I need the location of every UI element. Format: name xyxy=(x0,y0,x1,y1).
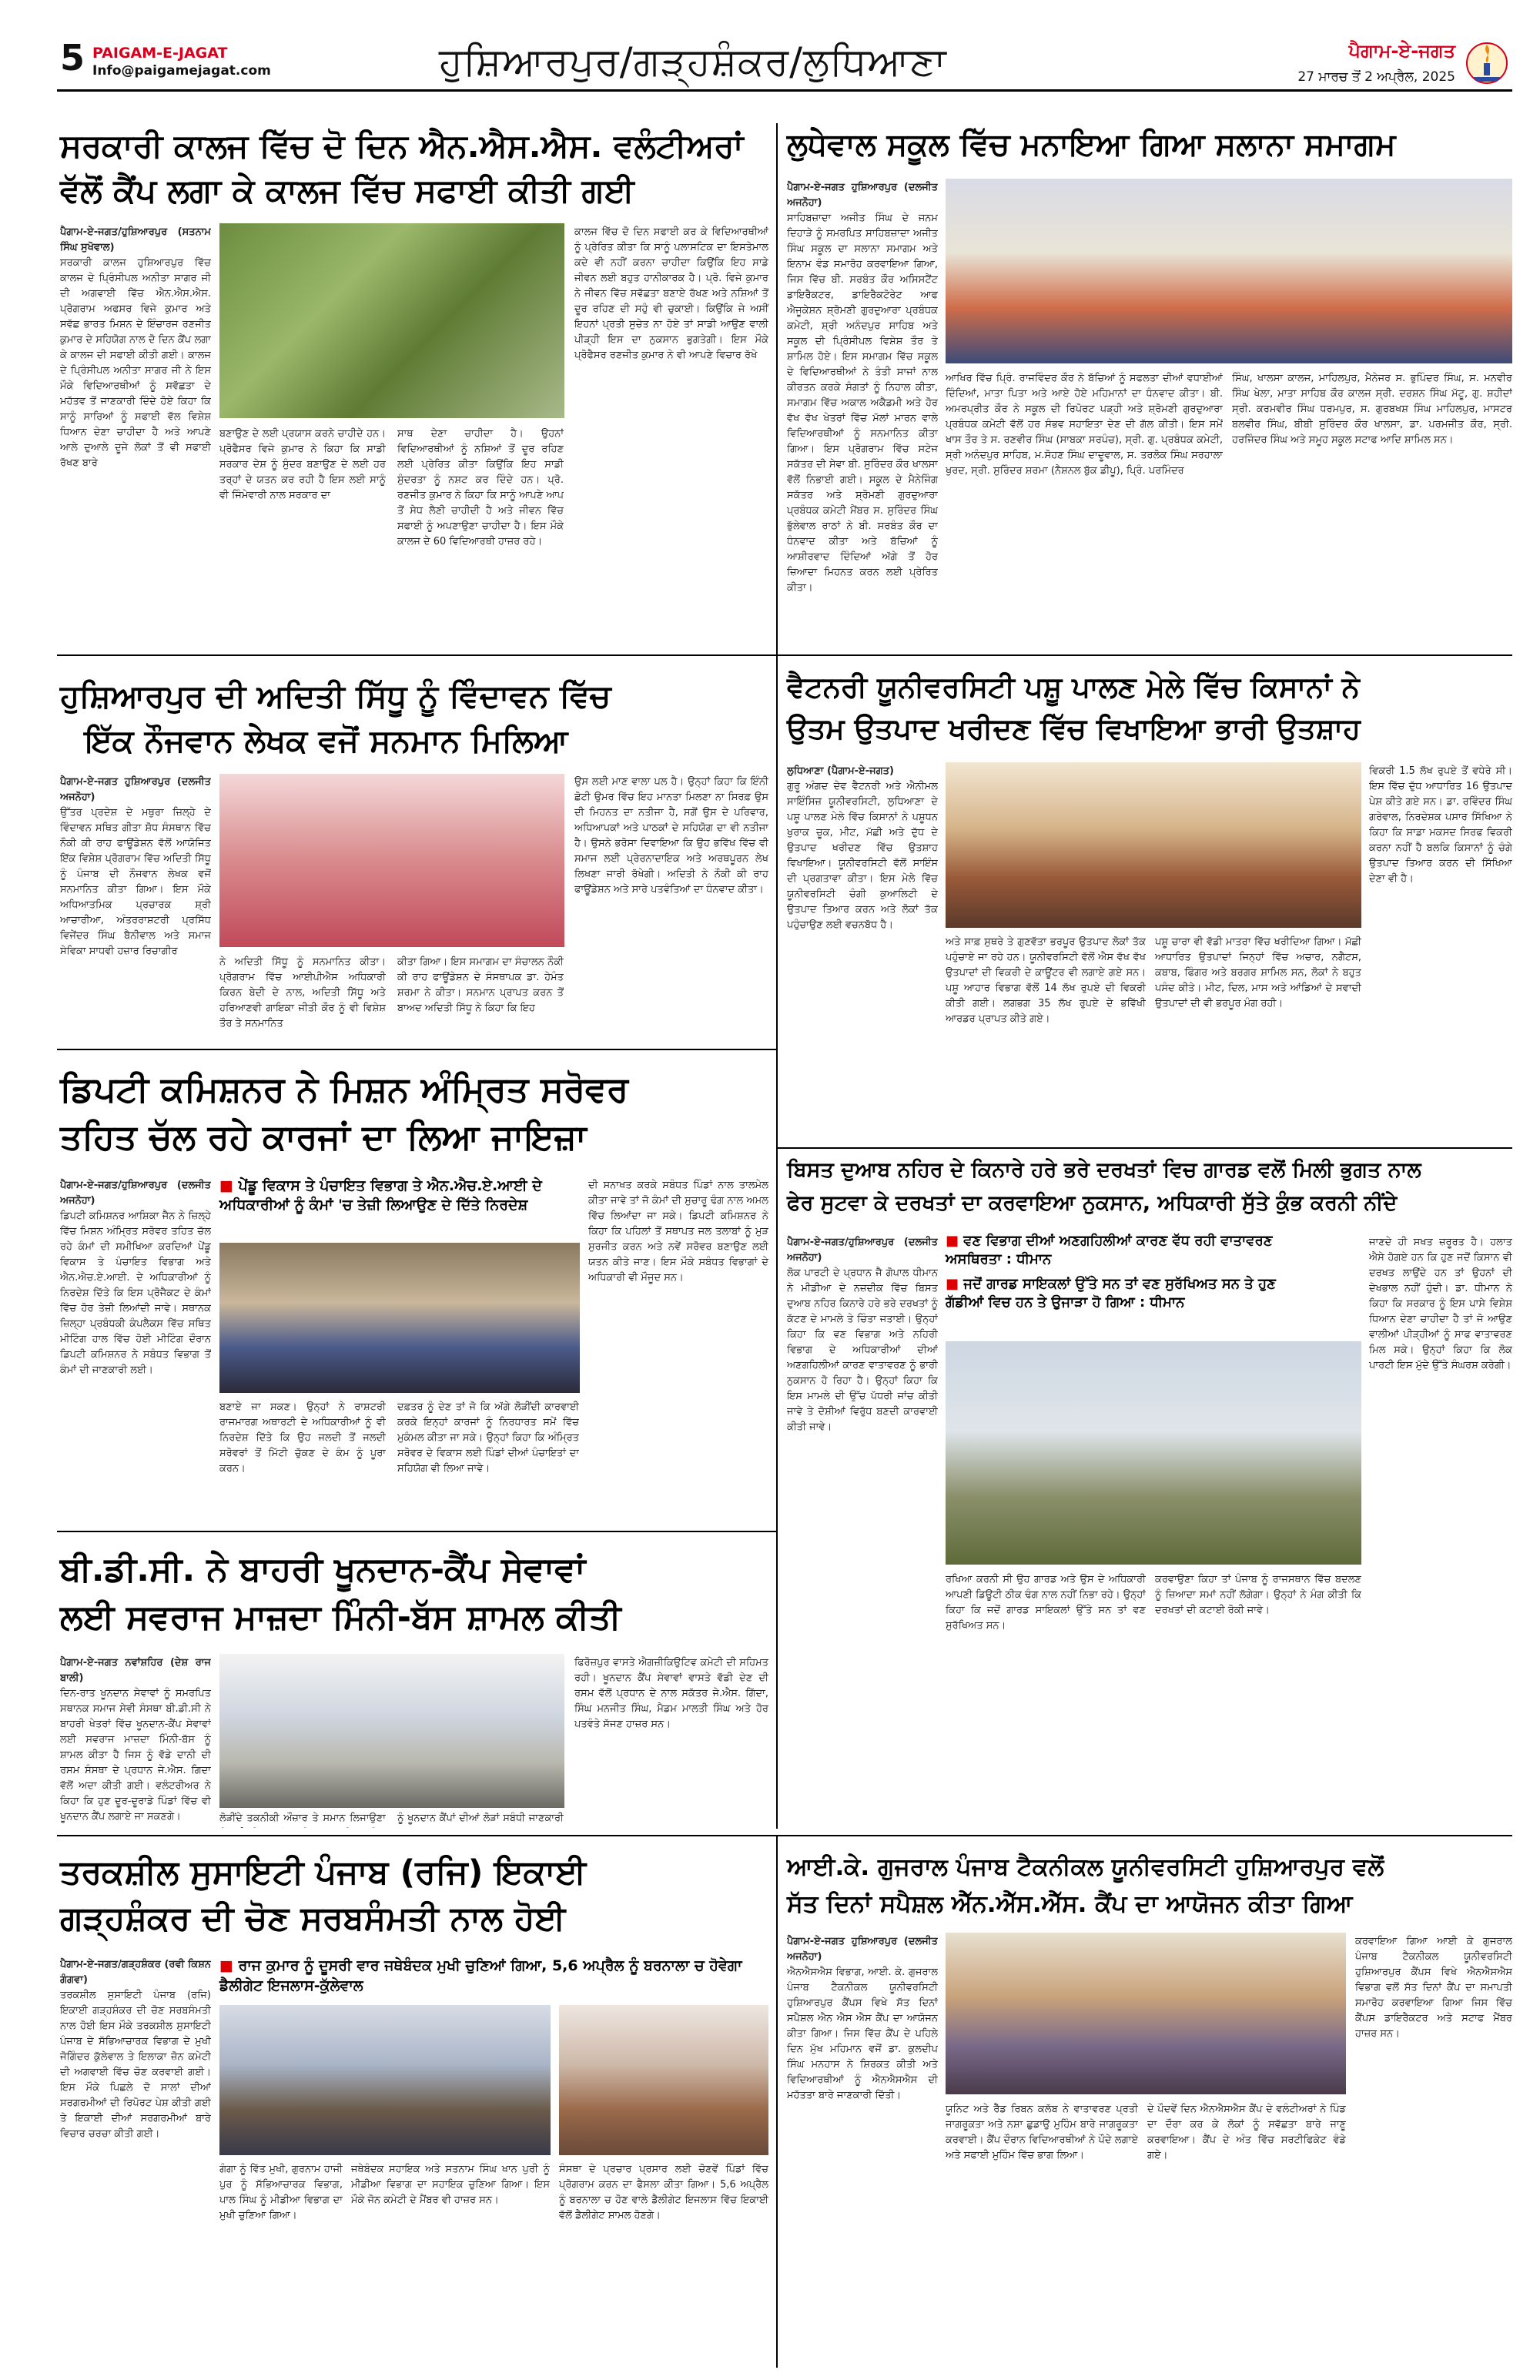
article-column xyxy=(351,2162,550,2365)
article-text: ਕੀਤਾ ਗਿਆ। ਇਸ ਸਮਾਗਮ ਦਾ ਸੰਚਾਲਨ ਨੌਕੀ ਕੀ ਰਾਹ ਫਾਊਂਡੇਸ਼ਨ ਦੇ ਸੰਸਥਾਪਕ ਡਾ. ਹੇਮੰਤ ਸ਼ਰਮਾ ਨੇ ਕੀਤਾ। ਸਨਮਾਨ ਪ੍ਰਾਪਤ ਕਰਨ ਤੋਂ ਬਾਅਦ ਅਦਿਤੀ ਸਿੱਧੂ ਨੇ ਕਿਹਾ ਕਿ ਇਹ xyxy=(397,956,564,1014)
article-photo xyxy=(219,2005,551,2155)
article-headline: ਲੁਧੇਵਾਲ ਸਕੂਲ ਵਿੱਚ ਮਨਾਇਆ ਗਿਆ ਸਲਾਨਾ ਸਮਾਗਮ xyxy=(787,127,1396,162)
article-text: ਕਰਵਾਇਆ ਗਿਆ ਆਈ ਕੇ ਗੁਜਰਾਲ ਪੰਜਾਬ ਟੈਕਨੀਕਲ ਯੂਨੀਵਰਸਿਟੀ ਹੁਸ਼ਿਆਰਪੁਰ ਕੈਂਪਸ ਵਿਖੇ ਐਨਐਸਐਸ ਵਿਭਾਗ ਵਲੋਂ ਸੱਤ ਦਿਨਾਂ ਕੈਂਪ ਦਾ ਸਮਾਪਤੀ ਸਮਾਰੋਹ ਕਰਵਾਇਆ ਗਿਆ ਜਿਸ ਵਿੱਚ ਕੈਂਪਸ ਡਾਇਰੈਕਟਰ ਅਤੇ ਸਟਾਫ ਮੈਂਬਰ ਹਾਜ਼ਰ ਸਨ। xyxy=(1355,1936,1512,2040)
article-column xyxy=(60,1655,211,1829)
article-column xyxy=(397,955,564,1043)
article-column xyxy=(1155,935,1361,1141)
section-divider xyxy=(57,1835,1512,1836)
section-divider xyxy=(57,1049,776,1050)
article-headline: ਆਈ.ਕੇ. ਗੁਜਰਾਲ ਪੰਜਾਬ ਟੈਕਨੀਕਲ ਯੂਨੀਵਰਸਿਟੀ ਹੁਸ਼ਿਆਰਪੁਰ ਵਲੋਂ xyxy=(787,1853,1384,1881)
article-column xyxy=(1369,1235,1512,1828)
section-divider xyxy=(57,1531,776,1532)
article-column xyxy=(219,1811,386,1828)
article-subheadline xyxy=(219,1177,543,1215)
article-text: ਫਿਰੋਜ਼ਪੁਰ ਵਾਸਤੇ ਐਗਜ਼ੀਕਿਉਟਿਵ ਕਮੇਟੀ ਦੀ ਸਹਿਮਤ ਰਹੀ। ਖੂਨਦਾਨ ਕੈਂਪ ਸੇਵਾਵਾਂ ਵਾਸਤੇ ਵੱਡੀ ਦੇਣ ਦੀ ਰਸਮ ਵੱਲੋਂ ਪ੍ਰਧਾਨ ਦੇ ਨਾਲ ਸਕੱਤਰ ਜੇ.ਐਸ. ਗਿੱਦਾ, ਸਿੰਘ ਮਨਜੀਤ ਸਿੰਘ, ਮੈਡਮ ਮਾਲਤੀ ਸਿੰਘ ਅਤੇ ਹੋਰ ਪਤਵੰਤੇ ਸੱਜਣ ਹਾਜ਼ਰ ਸਨ। xyxy=(574,1657,768,1730)
article-headline: ਹੁਸ਼ਿਆਰਪੁਰ ਦੀ ਅਦਿਤੀ ਸਿੱਧੂ ਨੂੰ ਵਿੰਦਾਵਨ ਵਿੱਚ xyxy=(60,678,611,715)
article-text: ਬਣਾਉਣ ਦੇ ਲਈ ਪ੍ਰਯਾਸ ਕਰਨੇ ਚਾਹੀਦੇ ਹਨ। ਪ੍ਰੋਫੈਸਰ ਵਿਜੇ ਕੁਮਾਰ ਨੇ ਕਿਹਾ ਕਿ ਸਾਡੀ ਸਰਕਾਰ ਦੇਸ਼ ਨੂੰ ਸੁੰਦਰ ਬਣਾਉਣ ਦੇ ਲਈ ਹਰ ਤਰ੍ਹਾਂ ਦੇ ਯਤਨ ਕਰ ਰਹੀ ਹੈ ਇਸ ਲਈ ਸਾਨੂੰ ਵੀ ਜਿੰਮੇਵਾਰੀ ਨਾਲ ਸਰਕਾਰ ਦਾ xyxy=(219,428,386,501)
article-column xyxy=(946,1572,1146,1828)
article-column xyxy=(60,225,211,648)
article-column xyxy=(574,775,768,1043)
article-column xyxy=(787,1235,938,1828)
article-column xyxy=(1147,2102,1346,2365)
section-divider xyxy=(778,654,1512,656)
bullet-square-icon: ■ xyxy=(946,1276,964,1292)
subheadline-text: ਜਦੋਂ ਗਾਰਡ ਸਾਇਕਲਾਂ ਉੱਤੇ ਸਨ ਤਾਂ ਵਣ ਸੁਰੱਖਿਅਤ ਸਨ ਤੇ ਹੁਣ ਗੱਡੀਆਂ ਵਿਚ ਹਨ ਤੇ ਉਜਾੜਾ ਹੋ ਗਿਆ : ਧੀਮਾਨ xyxy=(946,1276,1276,1311)
article-text: ਜਾਣਦੇ ਹੀ ਸਖਤ ਜ਼ਰੂਰਤ ਹੈ। ਹਲਾਤ ਐਸੇ ਹੋਗਏ ਹਨ ਕਿ ਹੁਣ ਜਦੋਂ ਕਿਸਾਨ ਵੀ ਦਰਖਤ ਲਾਉਂਦੇ ਹਨ ਤਾਂ ਉਹਨਾਂ ਦੀ ਦੇਖਭਾਲ ਨਹੀਂ ਹੁੰਦੀ। ਡਾ. ਧੀਮਾਨ ਨੇ ਕਿਹਾ ਕਿ ਸਰਕਾਰ ਨੂੰ ਇਸ ਪਾਸੇ ਵਿਸ਼ੇਸ਼ ਧਿਆਨ ਦੇਣਾ ਚਾਹੀਦਾ ਹੈ ਤਾਂ ਜੋ ਆਉਣ ਵਾਲੀਆਂ ਪੀੜ੍ਹੀਆਂ ਨੂੰ ਸਾਫ ਵਾਤਾਵਰਣ ਮਿਲ ਸਕੇ। ਉਨ੍ਹਾਂ ਕਿਹਾ ਕਿ ਲੋਕ ਪਾਰਟੀ ਇਸ ਮੁੱਦੇ ਉੱਤੇ ਸੰਘਰਸ਼ ਕਰੇਗੀ। xyxy=(1369,1237,1512,1371)
article-byline: ਪੈਗਾਮ-ਏ-ਜਗਤ ਹੁਸ਼ਿਆਰਪੁਰ (ਦਲਜੀਤ ਅਜਨੋਹਾ) xyxy=(787,182,938,209)
article-subheadline xyxy=(219,1956,758,1996)
article-photo xyxy=(219,774,564,947)
article-column xyxy=(219,427,386,648)
article-column xyxy=(574,225,768,648)
subheadline-text: ਵਣ ਵਿਭਾਗ ਦੀਆਂ ਅਣਗਹਿਲੀਆਂ ਕਾਰਣ ਵੱਧ ਰਹੀ ਵਾਤਾਵਰਣ ਅਸਥਿਰਤਾ : ਧੀਮਾਨ xyxy=(946,1233,1273,1267)
article-column xyxy=(1155,1572,1361,1828)
article-text: ਸੰਸਥਾ ਦੇ ਪ੍ਰਚਾਰ ਪ੍ਰਸਾਰ ਲਈ ਚੋਣਵੇਂ ਪਿੰਡਾਂ ਵਿੱਚ ਪ੍ਰੋਗਰਾਮ ਕਰਨ ਦਾ ਫੈਸਲਾ ਕੀਤਾ ਗਿਆ। 5,6 ਅਪ੍ਰੈਲ ਨੂੰ ਬਰਨਾਲਾ ਚ ਹੋਣ ਵਾਲੇ ਡੈਲੀਗੇਟ ਇਜਲਾਸ ਵਿੱਚ ਇਕਾਈ ਵੱਲੋਂ ਡੈਲੀਗੇਟ ਸ਼ਾਮਲ ਹੋਣਗੇ। xyxy=(559,2164,768,2221)
article-text: ਰਖਿਆ ਕਰਨੀ ਸੀ ਉਹ ਗਾਰਡ ਅਤੇ ਉਸ ਦੇ ਅਧਿਕਾਰੀ ਆਪਣੀ ਡਿਊਟੀ ਠੀਕ ਢੰਗ ਨਾਲ ਨਹੀਂ ਨਿਭਾ ਰਹੇ। ਉਨ੍ਹਾਂ ਕਿਹਾ ਕਿ ਜਦੋਂ ਗਾਰਡ ਸਾਇਕਲਾਂ ਉੱਤੇ ਸਨ ਤਾਂ ਵਣ ਸੁਰੱਖਿਅਤ ਸਨ। xyxy=(946,1574,1146,1632)
article-photo xyxy=(219,1654,564,1808)
bullet-square-icon: ■ xyxy=(219,1177,239,1194)
article-column xyxy=(946,371,1223,648)
article-column xyxy=(787,764,938,1141)
article-text: ਦੀ ਸਨਾਖਤ ਕਰਕੇ ਸਬੰਧਤ ਪਿੰਡਾਂ ਨਾਲ ਤਾਲਮੇਲ ਕੀਤਾ ਜਾਵੇ ਤਾਂ ਜੋ ਕੰਮਾਂ ਦੀ ਸੁਚਾਰੂ ਢੰਗ ਨਾਲ ਅਮਲ ਵਿੱਚ ਲਿਆਂਦਾ ਜਾ ਸਕੇ। ਡਿਪਟੀ ਕਮਿਸ਼ਨਰ ਨੇ ਕਿਹਾ ਕਿ ਪਹਿਲਾਂ ਤੋਂ ਸਥਾਪਤ ਜਲ ਤਲਾਬਾਂ ਨੂੰ ਮੁੜ ਸੁਰਜੀਤ ਕਰਨ ਅਤੇ ਨਵੇਂ ਸਰੋਵਰ ਬਣਾਉਣ ਲਈ ਯਤਨ ਕੀਤੇ ਜਾਣ। ਇਸ ਮੌਕੇ ਸਬੰਧਤ ਵਿਭਾਗਾਂ ਦੇ ਅਧਿਕਾਰੀ ਵੀ ਮੌਜੂਦ ਸਨ। xyxy=(588,1180,768,1284)
article-subheadline xyxy=(946,1232,1315,1269)
article-byline: ਪੈਗਾਮ-ਏ-ਜਗਤ/ਹੁਸ਼ਿਆਰਪੁਰ (ਦਲਜੀਤ ਅਜਨੋਹਾ) xyxy=(787,1237,938,1264)
article-text: ਸਾਹਿਬਜ਼ਾਦਾ ਅਜੀਤ ਸਿੰਘ ਦੇ ਜਨਮ ਦਿਹਾੜੇ ਨੂੰ ਸਮਰਪਿਤ ਸਾਹਿਬਜ਼ਾਦਾ ਅਜੀਤ ਸਿੰਘ ਸਕੂਲ ਦਾ ਸਲਾਨਾ ਸਮਾਗਮ ਅਤੇ ਇਨਾਮ ਵੰਡ ਸਮਾਰੋਹ ਕਰਵਾਇਆ ਗਿਆ, ਜਿਸ ਵਿੱਚ ਬੀ. ਸਰਬੰਤ ਕੌਰ ਅਸਿਸਟੈਂਟ ਡਾਇਰੈਕਟਰ, ਡਾਇਰੈਕਟੋਰੇਟ ਆਫ ਐਜੂਕੇਸ਼ਨ ਸ਼੍ਰੋਮਣੀ ਗੁਰਦੁਆਰਾ ਪ੍ਰਬੰਧਕ ਕਮੇਟੀ, ਸ਼੍ਰੀ ਅਨੰਦਪੁਰ ਸਾਹਿਬ ਅਤੇ ਸਕੂਲ ਦੀ ਪ੍ਰਿੰਸੀਪਲ ਵਿਸ਼ੇਸ਼ ਤੌਰ ਤੇ ਸ਼ਾਮਿਲ ਹੋਏ। ਇਸ ਸਮਾਗਮ ਵਿੱਚ ਸਕੂਲ ਦੇ ਵਿਦਿਆਰਥੀਆਂ ਨੇ ਤੰਤੀ ਸਾਜਾਂ ਨਾਲ ਕੀਰਤਨ ਕਰਕੇ ਸੰਗਤਾਂ ਨੂੰ ਨਿਹਾਲ ਕੀਤਾ, ਸਮਾਗਮ ਵਿੱਚ ਅਕਾਲ ਅਕੈਡਮੀ ਅਤੇ ਹੋਰ ਵੱਖ ਵੱਖ ਖੇਤਰਾਂ ਵਿੱਚ ਮੱਲਾਂ ਮਾਰਨ ਵਾਲੇ ਵਿਦਿਆਰਥੀਆਂ ਨੂੰ ਸਨਮਾਨਿਤ ਕੀਤਾ ਗਿਆ। ਇਸ ਪ੍ਰੋਗਰਾਮ ਵਿੱਚ ਸਟੇਜ ਸਕੱਤਰ ਦੀ ਸੇਵਾ ਬੀ. ਸੁਰਿੰਦਰ ਕੌਰ ਖਾਲਸਾ ਵੱਲੋਂ ਨਿਭਾਈ ਗਈ। ਸਕੂਲ ਦੇ ਮੈਨੇਜਿੰਗ ਸਕੱਤਰ ਅਤੇ ਸ਼੍ਰੋਮਣੀ ਗੁਰਦੁਆਰਾ ਪ੍ਰਬੰਧਕ ਕਮੇਟੀ ਮੈਂਬਰ ਸ. ਸੁਰਿੰਦਰ ਸਿੰਘ ਭੁੱਲੇਵਾਲ ਰਾਠਾਂ ਨੇ ਬੀ. ਸਰਬੰਤ ਕੌਰ ਦਾ ਧੰਨਵਾਦ ਕੀਤਾ ਅਤੇ ਬੱਚਿਆਂ ਨੂੰ ਆਸ਼ੀਰਵਾਦ ਦਿੰਦਿਆਂ ਅੱਗੇ ਤੋਂ ਹੋਰ ਜ਼ਿਆਦਾ ਮਿਹਨਤ ਕਰਨ ਲਈ ਪ੍ਰੇਰਿਤ ਕੀਤਾ। xyxy=(787,213,938,594)
article-column xyxy=(219,2162,343,2365)
article-column xyxy=(787,1934,938,2365)
article-text: ਨੂੰ ਖੂਨਦਾਨ ਕੈਂਪਾਂ ਦੀਆਂ ਲੋੜਾਂ ਸਬੰਧੀ ਜਾਣਕਾਰੀ xyxy=(397,1813,564,1824)
article-headline: ਲਈ ਸਵਰਾਜ ਮਾਜ਼ਦਾ ਮਿੰਨੀ-ਬੱਸ ਸ਼ਾਮਲ ਕੀਤੀ xyxy=(60,1598,621,1637)
article-text: ਸਾਥ ਦੇਣਾ ਚਾਹੀਦਾ ਹੈ। ਉਹਨਾਂ ਵਿਦਿਆਰਥੀਆਂ ਨੂੰ ਨਸ਼ਿਆਂ ਤੋਂ ਦੂਰ ਰਹਿਣ ਲਈ ਪ੍ਰੇਰਿਤ ਕੀਤਾ ਕਿਉਂਕਿ ਇਹ ਸਾਡੀ ਸੁੰਦਰਤਾ ਨੂੰ ਨਸ਼ਟ ਕਰ ਦਿੰਦੇ ਹਨ। ਪ੍ਰੋ. ਰਣਜੀਤ ਕੁਮਾਰ ਨੇ ਕਿਹਾ ਕਿ ਸਾਨੂੰ ਆਪਣੇ ਆਪ ਤੋਂ ਸੇਧ ਲੈਣੀ ਚਾਹੀਦੀ ਹੈ ਅਤੇ ਜੀਵਨ ਵਿੱਚ ਸਫਾਈ ਨੂੰ ਅਪਣਾਉਣਾ ਚਾਹੀਦਾ ਹੈ। ਇਸ ਮੌਕੇ ਕਾਲਜ ਦੇ 60 ਵਿਦਿਆਰਥੀ ਹਾਜ਼ਰ ਰਹੇ। xyxy=(397,428,564,547)
article-headline: ਇੱਕ ਨੌਜਵਾਨ ਲੇਖਕ ਵਜੋਂ ਸਨਮਾਨ ਮਿਲਿਆ xyxy=(85,722,568,759)
article-headline: ਗੜ੍ਹਸ਼ੰਕਰ ਦੀ ਚੋਣ ਸਰਬਸੰਮਤੀ ਨਾਲ ਹੋਈ xyxy=(60,1900,566,1938)
article-column xyxy=(574,1655,768,1829)
article-text: ਗੁਰੂ ਅੰਗਦ ਦੇਵ ਵੈਟਨਰੀ ਅਤੇ ਐਨੀਮਲ ਸਾਇੰਸਿਜ਼ ਯੂਨੀਵਰਸਿਟੀ, ਲੁਧਿਆਣਾ ਦੇ ਪਸ਼ੂ ਪਾਲਣ ਮੇਲੇ ਵਿੱਚ ਕਿਸਾਨਾਂ ਨੇ ਪਸ਼ੂਧਨ ਖੁਰਾਕ ਚੂਕ, ਮੀਟ, ਮੱਛੀ ਅਤੇ ਦੁੱਧ ਦੇ ਉਤਪਾਦ ਖਰੀਦਣ ਵਿੱਚ ਉਤਸ਼ਾਹ ਵਿਖਾਇਆ। ਯੂਨੀਵਰਸਿਟੀ ਵੱਲੋਂ ਸਾਇੰਸ ਦੀ ਪ੍ਰਗਤਾਵਾ ਕੀਤਾ। ਇਸ ਮੇਲੇ ਵਿੱਚ ਯੂਨੀਵਰਸਿਟੀ ਚੰਗੀ ਕੁਆਲਿਟੀ ਦੇ ਉਤਪਾਦ ਤਿਆਰ ਕਰਨ ਅਤੇ ਲੋਕਾਂ ਤੱਕ ਪਹੁੰਚਾਉਣ ਲਈ ਵਚਨਬੱਧ ਹੈ। xyxy=(787,781,938,931)
article-column xyxy=(219,955,386,1043)
article-text: ਕਰਵਾਉਣਾ ਕਿਹਾ ਤਾਂ ਪੰਜਾਬ ਨੂੰ ਰਾਜਸਥਾਨ ਵਿੱਚ ਬਦਲਣ ਨੂੰ ਜ਼ਿਆਦਾ ਸਮਾਂ ਨਹੀਂ ਲੱਗੇਗਾ। ਉਨ੍ਹਾਂ ਨੇ ਮੰਗ ਕੀਤੀ ਕਿ ਦਰਖਤਾਂ ਦੀ ਕਟਾਈ ਰੋਕੀ ਜਾਵੇ। xyxy=(1155,1574,1361,1616)
article-text: ਯੂਨਿਟ ਅਤੇ ਰੈੱਡ ਰਿਬਨ ਕਲੱਬ ਨੇ ਵਾਤਾਵਰਣ ਪ੍ਰਤੀ ਜਾਗਰੂਕਤਾ ਅਤੇ ਨਸ਼ਾ ਛੁਡਾਉ ਮੁਹਿੰਮ ਬਾਰੇ ਜਾਗਰੂਕਤਾ ਕਰਵਾਈ। ਕੈਂਪ ਦੌਰਾਨ ਵਿਦਿਆਰਥੀਆਂ ਨੇ ਪੌਦੇ ਲਗਾਏ ਅਤੇ ਸਫਾਈ ਮੁਹਿੰਮ ਵਿੱਚ ਭਾਗ ਲਿਆ। xyxy=(946,2104,1138,2161)
masthead-divider xyxy=(57,89,1512,92)
subheadline-text: ਰਾਜ ਕੁਮਾਰ ਨੂੰ ਦੂਸਰੀ ਵਾਰ ਜਥੇਬੰਦਕ ਮੁਖੀ ਚੁਣਿਆਂ ਗਿਆ, 5,6 ਅਪ੍ਰੈਲ ਨੂੰ ਬਰਨਾਲਾ ਚ ਹੋਵੇਗਾ ਡੈਲੀਗੇਟ ਇਜਲਾਸ-ਕੁੱਲੇਵਾਲ xyxy=(219,1957,742,1994)
section-divider xyxy=(57,654,776,656)
email-address: Info@paigamejagat.com xyxy=(92,63,271,79)
article-text: ਦਫ਼ਤਰ ਨੂੰ ਦੇਣ ਤਾਂ ਜੋ ਕਿ ਅੱਗੇ ਲੋੜੀਂਦੀ ਕਾਰਵਾਈ ਕਰਕੇ ਇਨ੍ਹਾਂ ਕਾਰਜਾਂ ਨੂੰ ਨਿਰਧਾਰਤ ਸਮੇਂ ਵਿੱਚ ਮੁਕੰਮਲ ਕੀਤਾ ਜਾ ਸਕੇ। ਉਨ੍ਹਾਂ ਕਿਹਾ ਕਿ ਅੰਮ੍ਰਿਤ ਸਰੋਵਰ ਦੇ ਵਿਕਾਸ ਲਈ ਪਿੰਡਾਂ ਦੀਆਂ ਪੰਚਾਇਤਾਂ ਦਾ ਸਹਿਯੋਗ ਵੀ ਲਿਆ ਜਾਵੇ। xyxy=(397,1401,579,1475)
article-byline: ਪੈਗਾਮ-ਏ-ਜਗਤ/ਹੁਸ਼ਿਆਰਪੁਰ (ਦਲਜੀਤ ਅਜਨੋਹਾ) xyxy=(60,1180,211,1207)
article-column xyxy=(60,1178,211,1523)
article-text: ਨੇ ਅਦਿਤੀ ਸਿੱਧੂ ਨੂੰ ਸਨਮਾਨਿਤ ਕੀਤਾ। ਪ੍ਰੋਗਰਾਮ ਵਿੱਚ ਆਈਪੀਐਸ ਅਧਿਕਾਰੀ ਕਿਰਨ ਬੇਦੀ ਦੇ ਨਾਲ, ਅਦਿਤੀ ਸਿੱਧੂ ਅਤੇ ਹਰਿਆਣਵੀ ਗਾਇਕਾ ਜੀਤੀ ਕੌਰ ਨੂੰ ਵੀ ਵਿਸ਼ੇਸ਼ ਤੌਰ ਤੇ ਸਨਮਾਨਿਤ xyxy=(219,956,386,1029)
article-headline: ਤਰਕਸ਼ੀਲ ਸੁਸਾਇਟੀ ਪੰਜਾਬ (ਰਜਿ) ਇਕਾਈ xyxy=(60,1853,587,1892)
section-divider xyxy=(778,1147,1512,1149)
article-byline: ਪੈਗਾਮ-ਏ-ਜਗਤ ਹੁਸ਼ਿਆਰਪੁਰ (ਦਲਜੀਤ ਅਜਨੋਹਾ) xyxy=(60,776,211,803)
article-text: ਲੋੜੀਂਦੇ ਤਕਨੀਕੀ ਔਜ਼ਾਰ ਤੇ ਸਮਾਨ ਲਿਜਾਉਣਾ xyxy=(219,1813,386,1824)
article-headline: ਵੈਟਨਰੀ ਯੂਨੀਵਰਸਿਟੀ ਪਸ਼ੂ ਪਾਲਣ ਮੇਲੇ ਵਿੱਚ ਕਿਸਾਨਾਂ ਨੇ xyxy=(787,671,1360,704)
article-photo xyxy=(946,179,1512,363)
logo xyxy=(1463,37,1511,85)
article-column xyxy=(60,775,211,1043)
article-column xyxy=(1232,371,1512,648)
article-photo xyxy=(946,1341,1361,1565)
article-photo xyxy=(559,2005,768,2155)
article-column xyxy=(60,1957,211,2365)
article-headline: ਉਤਮ ਉਤਪਾਦ ਖਰੀਦਣ ਵਿੱਚ ਵਿਖਾਇਆ ਭਾਰੀ ਉਤਸ਼ਾਹ xyxy=(787,712,1361,745)
article-photo xyxy=(219,1243,580,1393)
article-photo xyxy=(946,1933,1346,2094)
masthead xyxy=(0,0,1540,91)
article-column xyxy=(787,180,938,648)
article-column xyxy=(559,2162,768,2365)
article-text: ਬਣਾਏ ਜਾ ਸਕਣ। ਉਨ੍ਹਾਂ ਨੇ ਰਾਸ਼ਟਰੀ ਰਾਜਮਾਰਗ ਅਥਾਰਟੀ ਦੇ ਅਧਿਕਾਰੀਆਂ ਨੂੰ ਵੀ ਨਿਰਦੇਸ਼ ਦਿੱਤੇ ਕਿ ਉਹ ਜਲਦੀ ਤੋਂ ਜਲਦੀ ਸਰੋਵਰਾਂ ਤੋਂ ਮਿੱਟੀ ਚੁੱਕਣ ਦੇ ਕੰਮ ਨੂੰ ਪੂਰਾ ਕਰਨ। xyxy=(219,1401,386,1475)
article-text: ਜਥੇਬੰਦਕ ਸਹਾਇਕ ਅਤੇ ਸਤਨਾਮ ਸਿੰਘ ਖਾਨ ਪੁਰੀ ਨੂੰ ਮੀਡੀਆ ਵਿਭਾਗ ਦਾ ਸਹਾਇਕ ਚੁਣਿਆ ਗਿਆ। ਇਸ ਮੌਕੇ ਜੋਨ ਕਮੇਟੀ ਦੇ ਮੈਂਬਰ ਵੀ ਹਾਜ਼ਰ ਸਨ। xyxy=(351,2164,550,2206)
article-subheadline xyxy=(946,1275,1315,1312)
article-text: ਉੱਤਰ ਪ੍ਰਦੇਸ਼ ਦੇ ਮਥੁਰਾ ਜ਼ਿਲ੍ਹੇ ਦੇ ਵਿੰਦਾਵਨ ਸਥਿਤ ਗੀਤਾ ਸ਼ੋਧ ਸੰਸਥਾਨ ਵਿੱਚ ਨੌਕੀ ਕੀ ਰਾਹ ਫਾਊਂਡੇਸ਼ਨ ਵੱਲੋਂ ਆਯੋਜਿਤ ਇੱਕ ਵਿਸ਼ੇਸ਼ ਪ੍ਰੋਗਰਾਮ ਵਿੱਚ ਅਦਿਤੀ ਸਿੱਧੂ ਨੂੰ ਪੰਜਾਬ ਦੀ ਨੌਜਵਾਨ ਲੇਖਕ ਵਜੋਂ ਸਨਮਾਨਿਤ ਕੀਤਾ ਗਿਆ। ਇਸ ਮੌਕੇ ਅਧਿਆਤਮਿਕ ਪ੍ਰਚਾਰਕ ਸ਼੍ਰੀ ਆਚਾਰੀਆ, ਅੰਤਰਰਾਸ਼ਟਰੀ ਪ੍ਰਸਿੱਧ ਵਿਜੇਂਦਰ ਸਿੰਘ ਬੈਨੀਵਾਲ ਅਤੇ ਸਮਾਜ ਸੇਵਿਕਾ ਸਾਧਵੀ ਹਜ਼ਾਰ ਰਿਚਾਗੀਰ xyxy=(60,807,211,957)
article-headline: ਤਹਿਤ ਚੱਲ ਰਹੇ ਕਾਰਜਾਂ ਦਾ ਲਿਆ ਜਾਇਜ਼ਾ xyxy=(60,1116,587,1157)
article-byline: ਲੁਧਿਆਣਾ (ਪੈਗਾਮ-ਏ-ਜਗਤ) xyxy=(787,765,894,777)
column-divider xyxy=(776,123,778,1829)
article-byline: ਪੈਗਾਮ-ਏ-ਜਗਤ ਹੁਸ਼ਿਆਰਪੁਰ (ਦਲਜੀਤ ਅਜਨੋਹਾ) xyxy=(787,1936,938,1963)
article-text: ਵਿਕਰੀ 1.5 ਲੱਖ ਰੁਪਏ ਤੋਂ ਵਧੇਰੇ ਸੀ। ਇਸ ਵਿੱਚ ਦੁੱਧ ਆਧਾਰਿਤ 16 ਉਤਪਾਦ ਪੇਸ਼ ਕੀਤੇ ਗਏ ਸਨ। ਡਾ. ਰਵਿੰਦਰ ਸਿੰਘ ਗਰੇਵਾਲ, ਨਿਰਦੇਸ਼ਕ ਪਸਾਰ ਸਿੱਖਿਆ ਨੇ ਕਿਹਾ ਕਿ ਸਾਡਾ ਮਕਸਦ ਸਿਰਫ ਵਿਕਰੀ ਕਰਨਾ ਨਹੀਂ ਹੈ ਬਲਕਿ ਕਿਸਾਨਾਂ ਨੂੰ ਚੰਗੇ ਉਤਪਾਦ ਤਿਆਰ ਕਰਨ ਦੀ ਸਿੱਖਿਆ ਦੇਣਾ ਵੀ ਹੈ। xyxy=(1369,765,1512,885)
article-text: ਲੋਕ ਪਾਰਟੀ ਦੇ ਪ੍ਰਧਾਨ ਜੈ ਗੋਪਾਲ ਧੀਮਾਨ ਨੇ ਮੀਡੀਆ ਦੇ ਨਜ਼ਦੀਕ ਵਿੱਚ ਬਿਸਤ ਦੁਆਬ ਨਹਿਰ ਕਿਨਾਰੇ ਹਰੇ ਭਰੇ ਦਰਖਤਾਂ ਨੂੰ ਕੱਟਣ ਦੇ ਮਾਮਲੇ ਤੇ ਚਿੰਤਾ ਜਤਾਈ। ਉਨ੍ਹਾਂ ਕਿਹਾ ਕਿ ਵਣ ਵਿਭਾਗ ਅਤੇ ਨਹਿਰੀ ਵਿਭਾਗ ਦੇ ਅਧਿਕਾਰੀਆਂ ਦੀਆਂ ਅਣਗਹਿਲੀਆਂ ਕਾਰਣ ਵਾਤਾਵਰਣ ਨੂੰ ਭਾਰੀ ਨੁਕਸਾਨ ਹੋ ਰਿਹਾ ਹੈ। ਉਨ੍ਹਾਂ ਕਿਹਾ ਕਿ ਇਸ ਮਾਮਲੇ ਦੀ ਉੱਚ ਪੱਧਰੀ ਜਾਂਚ ਕੀਤੀ ਜਾਵੇ ਤੇ ਦੋਸ਼ੀਆਂ ਵਿਰੁੱਧ ਬਣਦੀ ਕਾਰਵਾਈ ਕੀਤੀ ਜਾਵੇ। xyxy=(787,1267,938,1433)
article-headline: ਬਿਸਤ ਦੁਆਬ ਨਹਿਰ ਦੇ ਕਿਨਾਰੇ ਹਰੇ ਭਰੇ ਦਰਖਤਾਂ ਵਿਚ ਗਾਰਡ ਵਲੋਂ ਮਿਲੀ ਭੁਗਤ ਨਾਲ xyxy=(787,1158,1421,1182)
article-text: ਤਰਕਸ਼ੀਲ ਸੁਸਾਇਟੀ ਪੰਜਾਬ (ਰਜਿ) ਇਕਾਈ ਗੜ੍ਹਸ਼ੰਕਰ ਦੀ ਚੋਣ ਸਰਬਸੰਮਤੀ ਨਾਲ ਹੋਈ ਇਸ ਮੌਕੇ ਤਰਕਸ਼ੀਲ ਸੁਸਾਇਟੀ ਪੰਜਾਬ ਦੇ ਸੱਭਿਆਚਾਰਕ ਵਿਭਾਗ ਦੇ ਮੁਖੀ ਜੋਗਿੰਦਰ ਕੁੱਲੇਵਾਲ ਤੇ ਇਲਾਕਾ ਜ਼ੋਨ ਕਮੇਟੀ ਦੀ ਅਗਵਾਈ ਵਿੱਚ ਚੋਣ ਕਰਵਾਈ ਗਈ। ਇਸ ਮੌਕੇ ਪਿਛਲੇ ਦੋ ਸਾਲਾਂ ਦੀਆਂ ਸਰਗਰਮੀਆਂ ਦੀ ਰਿਪੋਰਟ ਪੇਸ਼ ਕੀਤੀ ਗਈ ਤੇ ਇਕਾਈ ਦੀਆਂ ਸਰਗਰਮੀਆਂ ਬਾਰੇ ਵਿਚਾਰ ਚਰਚਾ ਕੀਤੀ ਗਈ। xyxy=(60,1990,211,2140)
article-column xyxy=(1369,764,1512,1141)
article-byline: ਪੈਗਾਮ-ਏ-ਜਗਤ ਨਵਾਂਸ਼ਹਿਰ (ਦੇਸ਼ ਰਾਜ ਬਾਲੀ) xyxy=(60,1657,211,1684)
article-column xyxy=(946,2102,1138,2365)
bullet-square-icon: ■ xyxy=(946,1233,964,1249)
article-column xyxy=(1355,1934,1512,2365)
article-text: ਕਾਲਜ ਵਿੱਚ ਦੋ ਦਿਨ ਸਫਾਈ ਕਰ ਕੇ ਵਿਦਿਆਰਥੀਆਂ ਨੂੰ ਪ੍ਰੇਰਿਤ ਕੀਤਾ ਕਿ ਸਾਨੂੰ ਪਲਾਸਟਿਕ ਦਾ ਇਸਤੇਮਾਲ ਕਦੇ ਵੀ ਨਹੀਂ ਕਰਨਾ ਚਾਹੀਦਾ ਕਿਉਂਕਿ ਇਹ ਸਾਡੇ ਜੀਵਨ ਲਈ ਬਹੁਤ ਹਾਨੀਕਾਰਕ ਹੈ। ਪ੍ਰੋ. ਵਿਜੇ ਕੁਮਾਰ ਨੇ ਜੀਵਨ ਵਿੱਚ ਸਵੱਛਤਾ ਬਣਾਏ ਰੱਖਣ ਅਤੇ ਨਸ਼ਿਆਂ ਤੋਂ ਦੂਰ ਰਹਿਣ ਦੀ ਸਹੁੰ ਵੀ ਚੁਕਾਈ। ਕਿਉਂਕਿ ਜੇ ਅਸੀਂ ਇਹਨਾਂ ਪ੍ਰਤੀ ਸੁਚੇਤ ਨਾ ਹੋਏ ਤਾਂ ਸਾਡੀ ਆਉਣ ਵਾਲੀ ਪੀੜ੍ਹੀ ਇਸ ਦਾ ਨੁਕਸਾਨ ਭੁਗਤੇਗੀ। ਇਸ ਮੌਕੇ ਪ੍ਰੋਫੈਸਰ ਰਣਜੀਤ ਕੁਮਾਰ ਨੇ ਵੀ ਆਪਣੇ ਵਿਚਾਰ ਰੱਖੇ xyxy=(574,226,768,361)
article-column xyxy=(397,1811,564,1828)
article-photo xyxy=(219,223,564,418)
logo-text: ਪੈਗਾਮ-ਏ-ਜਗਤ xyxy=(1348,40,1455,62)
subheadline-text: ਪੇਂਡੂ ਵਿਕਾਸ ਤੇ ਪੰਚਾਇਤ ਵਿਭਾਗ ਤੇ ਐਨ.ਐਚ.ਏ.ਆਈ ਦੇ ਅਧਿਕਾਰੀਆਂ ਨੂੰ ਕੰਮਾਂ 'ਚ ਤੇਜ਼ੀ ਲਿਆਉਣ ਦੇ ਦਿੱਤੇ ਨਿਰਦੇਸ਼ xyxy=(219,1177,542,1213)
section-title: ਹੁਸ਼ਿਆਰਪੁਰ/ਗੜ੍ਹਸ਼ੰਕਰ/ਲੁਧਿਆਣਾ xyxy=(439,39,947,84)
article-text: ਪਸ਼ੂ ਚਾਰਾ ਵੀ ਵੱਡੀ ਮਾਤਰਾ ਵਿੱਚ ਖਰੀਦਿਆ ਗਿਆ। ਮੱਛੀ ਆਧਾਰਿਤ ਉਤਪਾਦਾਂ ਜਿਨ੍ਹਾਂ ਵਿੱਚ ਅਚਾਰ, ਨਗੈਟਸ, ਕਬਾਬ, ਫਿੰਗਰ ਅਤੇ ਬਰਗਰ ਸ਼ਾਮਿਲ ਸਨ, ਲੋਕਾਂ ਨੇ ਬਹੁਤ ਪਸੰਦ ਕੀਤੇ। ਮੀਟ, ਦਿਲ, ਮਾਸ ਅਤੇ ਆਂਡਿਆਂ ਦੇ ਸਵਾਦੀ ਉਤਪਾਦਾਂ ਦੀ ਵੀ ਭਰਪੂਰ ਮੰਗ ਰਹੀ। xyxy=(1155,936,1361,1009)
article-headline: ਫੇਰ ਸੁਟਵਾ ਕੇ ਦਰਖਤਾਂ ਦਾ ਕਰਵਾਇਆ ਨੁਕਸਾਨ, ਅਧਿਕਾਰੀ ਸੁੱਤੇ ਕੁੰਭ ਕਰਨੀ ਨੀਂਦੇ xyxy=(787,1191,1398,1215)
article-text: ਡਿਪਟੀ ਕਮਿਸ਼ਨਰ ਆਸ਼ਿਕਾ ਜੈਨ ਨੇ ਜ਼ਿਲ੍ਹੇ ਵਿੱਚ ਮਿਸ਼ਨ ਅੰਮ੍ਰਿਤ ਸਰੋਵਰ ਤਹਿਤ ਚੱਲ ਰਹੇ ਕੰਮਾਂ ਦੀ ਸਮੀਖਿਆ ਕਰਦਿਆਂ ਪੇਂਡੂ ਵਿਕਾਸ ਤੇ ਪੰਚਾਇਤ ਵਿਭਾਗ ਅਤੇ ਐਨ.ਐਚ.ਏ.ਆਈ. ਦੇ ਅਧਿਕਾਰੀਆਂ ਨੂੰ ਨਿਰਦੇਸ਼ ਦਿੱਤੇ ਕਿ ਇਸ ਪ੍ਰੋਜੈਕਟ ਦੇ ਕੰਮਾਂ ਵਿੱਚ ਹੋਰ ਤੇਜ਼ੀ ਲਿਆਂਦੀ ਜਾਵੇ। ਸਥਾਨਕ ਜ਼ਿਲ੍ਹਾ ਪ੍ਰਬੰਧਕੀ ਕੰਪਲੈਕਸ ਵਿੱਚ ਸਥਿਤ ਮੀਟਿੰਗ ਹਾਲ ਵਿੱਚ ਹੋਈ ਮੀਟਿੰਗ ਦੌਰਾਨ ਡਿਪਟੀ ਕਮਿਸ਼ਨਰ ਨੇ ਸਬੰਧਤ ਵਿਭਾਗ ਤੋਂ ਕੰਮਾਂ ਦੀ ਜਾਣਕਾਰੀ ਲਈ। xyxy=(60,1210,211,1376)
article-text: ਦਿਨ-ਰਾਤ ਖੂਨਦਾਨ ਸੇਵਾਵਾਂ ਨੂੰ ਸਮਰਪਿਤ ਸਥਾਨਕ ਸਮਾਜ ਸੇਵੀ ਸੰਸਥਾ ਬੀ.ਡੀ.ਸੀ ਨੇ ਬਾਹਰੀ ਖੇਤਰਾਂ ਵਿੱਚ ਖੂਨਦਾਨ-ਕੈਂਪ ਸੇਵਾਵਾਂ ਲਈ ਸਵਰਾਜ ਮਾਜ਼ਦਾ ਮਿੰਨੀ-ਬੱਸ ਨੂੰ ਸ਼ਾਮਲ ਕੀਤਾ ਹੈ ਜਿਸ ਨੂੰ ਵੱਡੇ ਦਾਨੀ ਦੀ ਰਸਮ ਸੰਸਥਾ ਦੇ ਪ੍ਰਧਾਨ ਜੇ.ਐਸ. ਗਿਦਾ ਵੱਲੋਂ ਅਦਾ ਕੀਤੀ ਗਈ। ਵਲੰਟਰੀਅਰ ਨੇ ਕਿਹਾ ਕਿ ਹੁਣ ਦੂਰ-ਦੂਰਾਡੇ ਪਿੰਡਾਂ ਵਿੱਚ ਵੀ ਖੂਨਦਾਨ ਕੈਂਪ ਲਗਾਏ ਜਾ ਸਕਣਗੇ। xyxy=(60,1688,211,1823)
article-text: ਆਖਿਰ ਵਿੱਚ ਪ੍ਰਿੰ. ਰਾਜਵਿੰਦਰ ਕੌਰ ਨੇ ਬੱਚਿਆਂ ਨੂੰ ਸਫਲਤਾ ਦੀਆਂ ਵਧਾਈਆਂ ਦਿੰਦਿਆਂ, ਮਾਤਾ ਪਿਤਾ ਅਤੇ ਆਏ ਹੋਏ ਮਹਿਮਾਨਾਂ ਦਾ ਧੰਨਵਾਦ ਕੀਤਾ। ਬੀ. ਅਮਰਪ੍ਰੀਤ ਕੌਰ ਨੇ ਸਕੂਲ ਦੀ ਰਿਪੋਰਟ ਪੜ੍ਹੀ ਅਤੇ ਸ਼੍ਰੋਮਣੀ ਗੁਰਦੁਆਰਾ ਪ੍ਰਬੰਧਕ ਕਮੇਟੀ ਵੱਲੋਂ ਹਰ ਸੰਭਵ ਸਹਾਇਤਾ ਦੇਣ ਦੀ ਗੱਲ ਕੀਤੀ। ਇਸ ਸਮੇਂ ਖਾਸ ਤੌਰ ਤੇ ਸ. ਰਣਵੀਰ ਸਿੰਘ (ਸਾਬਕਾ ਸਰਪੰਚ), ਸ੍ਰੀ. ਗੁ. ਪ੍ਰਬੰਧਕ ਕਮੇਟੀ, ਸ੍ਰੀ ਅਨੰਦਪੁਰ ਸਾਹਿਬ, ਮ.ਸੋਹਣ ਸਿੰਘ ਦਾਦੂਵਾਲ, ਸ. ਤਰਲੋਕ ਸਿੰਘ ਸਰਹਾਲਾ ਖੁਰਦ, ਸ੍ਰੀ. ਸੁਰਿੰਦਰ ਸ਼ਰਮਾ (ਨੈਸ਼ਨਲ ਬੁੱਕ ਡੀਪੂ), ਪ੍ਰਿੰ. ਪਰਮਿੰਦਰ xyxy=(946,373,1223,477)
article-column xyxy=(397,427,564,648)
article-text: ਸਿੰਘ, ਖਾਲਸਾ ਕਾਲਜ, ਮਾਹਿਲਪੁਰ, ਮੈਨੇਜਰ ਸ. ਭੁਪਿੰਦਰ ਸਿੰਘ, ਸ. ਮਨਵੀਰ ਸਿੰਘ ਖੇਲਾ, ਮਾਤਾ ਸਾਹਿਬ ਕੌਰ ਕਾਲਜ ਸ੍ਰੀ. ਦਰਸ਼ਨ ਸਿੰਘ ਮੱਟੂ, ਗੁ. ਸ਼ਹੀਦਾਂ ਸ੍ਰੀ. ਕਰਮਵੀਰ ਸਿੰਘ ਧਰਮਪੁਰ, ਸ. ਗੁਰਬਖਸ਼ ਸਿੰਘ ਮਾਹਿਲਪੁਰ, ਮਾਸਟਰ ਬਲਵੀਰ ਸਿੰਘ, ਬੀਬੀ ਸੁਰਿੰਦਰ ਕੌਰ ਖਾਲਸਾ, ਡਾ. ਪਰਮਜੀਤ ਕੌਰ, ਸ੍ਰੀ. ਹਰਜਿੰਦਰ ਸਿੰਘ ਅਤੇ ਸਮੂਹ ਸਕੂਲ ਸਟਾਫ ਆਦਿ ਸ਼ਾਮਿਲ ਸਨ। xyxy=(1232,373,1512,446)
article-column xyxy=(397,1400,579,1523)
article-headline: ਸੱਤ ਦਿਨਾਂ ਸਪੈਸ਼ਲ ਐੱਨ.ਐੱਸ.ਐੱਸ. ਕੈਂਪ ਦਾ ਆਯੋਜਨ ਕੀਤਾ ਗਿਆ xyxy=(787,1890,1353,1918)
article-byline: ਪੈਗਾਮ-ਏ-ਜਗਤ/ਹੁਸ਼ਿਆਰਪੁਰ (ਸਤਨਾਮ ਸਿੰਘ ਸੁਖੋਵਾਲ) xyxy=(60,226,211,253)
article-headline: ਵੱਲੋਂ ਕੈਂਪ ਲਗਾ ਕੇ ਕਾਲਜ ਵਿੱਚ ਸਫਾਈ ਕੀਤੀ ਗਈ xyxy=(60,172,634,209)
paper-name: PAIGAM-E-JAGAT xyxy=(92,45,228,62)
page-number: 5 xyxy=(60,37,85,79)
article-text: ਉਸ ਲਈ ਮਾਣ ਵਾਲਾ ਪਲ ਹੈ। ਉਨ੍ਹਾਂ ਕਿਹਾ ਕਿ ਇੰਨੀ ਛੋਟੀ ਉਮਰ ਵਿੱਚ ਇਹ ਮਾਨਤਾ ਮਿਲਣਾ ਨਾ ਸਿਰਫ਼ ਉਸ ਦੀ ਮਿਹਨਤ ਦਾ ਨਤੀਜਾ ਹੈ, ਸਗੋਂ ਉਸ ਦੇ ਪਰਿਵਾਰ, ਅਧਿਆਪਕਾਂ ਅਤੇ ਪਾਠਕਾਂ ਦੇ ਸਹਿਯੋਗ ਦਾ ਵੀ ਨਤੀਜਾ ਹੈ। ਉਸਨੇ ਭਰੋਸਾ ਦਿਵਾਇਆ ਕਿ ਉਹ ਭਵਿੱਖ ਵਿੱਚ ਵੀ ਸਮਾਜ ਲਈ ਪ੍ਰੇਰਨਾਦਾਇਕ ਅਤੇ ਅਰਥਪੂਰਨ ਲੇਖ ਲਿਖਣਾ ਜਾਰੀ ਰੱਖੇਗੀ। ਅਦਿਤੀ ਨੇ ਨੌਕੀ ਕੀ ਰਾਹ ਫਾਊਂਡੇਸ਼ਨ ਅਤੇ ਸਾਰੇ ਪਤਵੰਤਿਆਂ ਦਾ ਧੰਨਵਾਦ ਕੀਤਾ। xyxy=(574,776,768,895)
bullet-square-icon: ■ xyxy=(219,1957,239,1974)
article-text: ਐਨਐਸਐਸ ਵਿਭਾਗ, ਆਈ. ਕੇ. ਗੁਜਰਾਲ ਪੰਜਾਬ ਟੈਕਨੀਕਲ ਯੂਨੀਵਰਸਿਟੀ ਹੁਸ਼ਿਆਰਪੁਰ ਕੈਂਪਸ ਵਿਖੇ ਸੱਤ ਦਿਨਾਂ ਸਪੈਸ਼ਲ ਐਨ ਐਸ ਐਸ ਕੈਂਪ ਦਾ ਆਯੋਜਨ ਕੀਤਾ ਗਿਆ। ਜਿਸ ਵਿੱਚ ਕੈਂਪ ਦੇ ਪਹਿਲੇ ਦਿਨ ਮੁੱਖ ਮਹਿਮਾਨ ਵਜੋਂ ਡਾ. ਕੁਲਦੀਪ ਸਿੰਘ ਮਨਹਾਸ ਨੇ ਸ਼ਿਰਕਤ ਕੀਤੀ ਅਤੇ ਵਿਦਿਆਰਥੀਆਂ ਨੂੰ ਐਨਐਸਐਸ ਦੀ ਮਹੱਤਤਾ ਬਾਰੇ ਜਾਣਕਾਰੀ ਦਿੱਤੀ। xyxy=(787,1967,938,2101)
logo-emblem-icon xyxy=(1463,37,1511,85)
article-headline: ਬੀ.ਡੀ.ਸੀ. ਨੇ ਬਾਹਰੀ ਖੂਨਦਾਨ-ਕੈਂਪ ਸੇਵਾਵਾਂ xyxy=(60,1550,586,1589)
article-headline: ਸਰਕਾਰੀ ਕਾਲਜ ਵਿੱਚ ਦੋ ਦਿਨ ਐਨ.ਐਸ.ਐਸ. ਵਲੰਟੀਅਰਾਂ xyxy=(60,127,744,165)
article-text: ਸਰਕਾਰੀ ਕਾਲਜ ਹੁਸ਼ਿਆਰਪੁਰ ਵਿੱਚ ਕਾਲਜ ਦੇ ਪ੍ਰਿੰਸੀਪਲ ਅਨੀਤਾ ਸਾਗਰ ਜੀ ਦੀ ਅਗਵਾਈ ਵਿੱਚ ਐਨ.ਐਸ.ਐਸ. ਪ੍ਰੋਗਰਾਮ ਅਫਸਰ ਵਿਜੇ ਕੁਮਾਰ ਅਤੇ ਸਵੱਛ ਭਾਰਤ ਮਿਸ਼ਨ ਦੇ ਇੰਚਾਰਜ ਰਣਜੀਤ ਕੁਮਾਰ ਦੇ ਸਹਿਯੋਗ ਨਾਲ ਦੋ ਦਿਨ ਕੈਂਪ ਲਗਾ ਕੇ ਕਾਲਜ ਦੀ ਸਫਾਈ ਕੀਤੀ ਗਈ। ਕਾਲਜ ਦੇ ਪ੍ਰਿੰਸੀਪਲ ਅਨੀਤਾ ਸਾਗਰ ਜੀ ਨੇ ਇਸ ਮੌਕੇ ਵਿਦਿਆਰਥੀਆਂ ਨੂੰ ਸਵੱਛਤਾ ਦੇ ਮਹੱਤਵ ਤੋਂ ਜਾਣਕਾਰੀ ਦਿੰਦੇ ਹੋਏ ਕਿਹਾ ਕਿ ਸਾਨੂੰ ਸਾਰਿਆਂ ਨੂੰ ਸਫਾਈ ਵੱਲ ਵਿਸ਼ੇਸ਼ ਧਿਆਨ ਦੇਣਾ ਚਾਹੀਦਾ ਹੈ ਅਤੇ ਆਪਣੇ ਆਲੇ ਦੁਆਲੇ ਦੂਜੇ ਲੋਕਾਂ ਤੋਂ ਵੀ ਸਫਾਈ ਰੱਖਣ ਬਾਰੇ xyxy=(60,257,211,469)
article-text: ਦੇ ਪੌਦਵੇਂ ਦਿਨ ਐਨਐਸਐਸ ਕੈਂਪ ਦੇ ਵਲੰਟੀਅਰਾਂ ਨੇ ਪਿੰਡ ਦਾ ਦੌਰਾ ਕਰ ਕੇ ਲੋਕਾਂ ਨੂੰ ਸਵੱਛਤਾ ਬਾਰੇ ਜਾਣੂ ਕਰਵਾਇਆ। ਕੈਂਪ ਦੇ ਅੰਤ ਵਿੱਚ ਸਰਟੀਫਿਕੇਟ ਵੰਡੇ ਗਏ। xyxy=(1147,2104,1346,2161)
article-text: ਅਤੇ ਸਾਫ਼ ਸੁਥਰੇ ਤੇ ਗੁਣਵੱਤਾ ਭਰਪੂਰ ਉਤਪਾਦ ਲੋਕਾਂ ਤੱਕ ਪਹੁੰਚਾਏ ਜਾ ਰਹੇ ਹਨ। ਯੂਨੀਵਰਸਿਟੀ ਵੱਲੋਂ ਐਸ ਵੱਖ ਵੱਖ ਉਤਪਾਦਾਂ ਦੀ ਵਿਕਰੀ ਦੇ ਕਾਊਂਟਰ ਵੀ ਲਗਾਏ ਗਏ ਸਨ। ਪਸ਼ੂ ਆਹਾਰ ਵਿਭਾਗ ਵੱਲੋਂ 14 ਲੱਖ ਰੁਪਏ ਦੀ ਵਿਕਰੀ ਕੀਤੀ ਗਈ। ਲਗਭਗ 35 ਲੱਖ ਰੁਪਏ ਦੇ ਭਵਿੱਖੀ ਆਰਡਰ ਪ੍ਰਾਪਤ ਕੀਤੇ ਗਏ। xyxy=(946,936,1146,1025)
article-headline: ਡਿਪਟੀ ਕਮਿਸ਼ਨਰ ਨੇ ਮਿਸ਼ਨ ਅੰਮ੍ਰਿਤ ਸਰੋਵਰ xyxy=(60,1069,629,1110)
article-column xyxy=(588,1178,768,1523)
article-byline: ਪੈਗਾਮ-ਏ-ਜਗਤ/ਗੜ੍ਹਸ਼ੰਕਰ (ਰਵੀ ਕਿਸ਼ਨ ਗੰਗਵਾ) xyxy=(60,1959,211,1986)
article-column xyxy=(946,935,1146,1141)
article-text: ਗੰਗਾ ਨੂੰ ਵਿੱਤ ਮੁਖੀ, ਗੁਰਨਾਮ ਹਾਜੀ ਪੁਰ ਨੂੰ ਸੱਭਿਆਚਾਰਕ ਵਿਭਾਗ, ਪਾਲ ਸਿੰਘ ਨੂੰ ਮੀਡੀਆ ਵਿਭਾਗ ਦਾ ਮੁਖੀ ਚੁਣਿਆ ਗਿਆ। xyxy=(219,2164,343,2221)
article-photo xyxy=(946,762,1361,928)
article-column xyxy=(219,1400,386,1523)
column-divider xyxy=(776,1836,778,2368)
date-range: 27 ਮਾਰਚ ਤੋਂ 2 ਅਪ੍ਰੈਲ, 2025 xyxy=(1297,69,1455,85)
